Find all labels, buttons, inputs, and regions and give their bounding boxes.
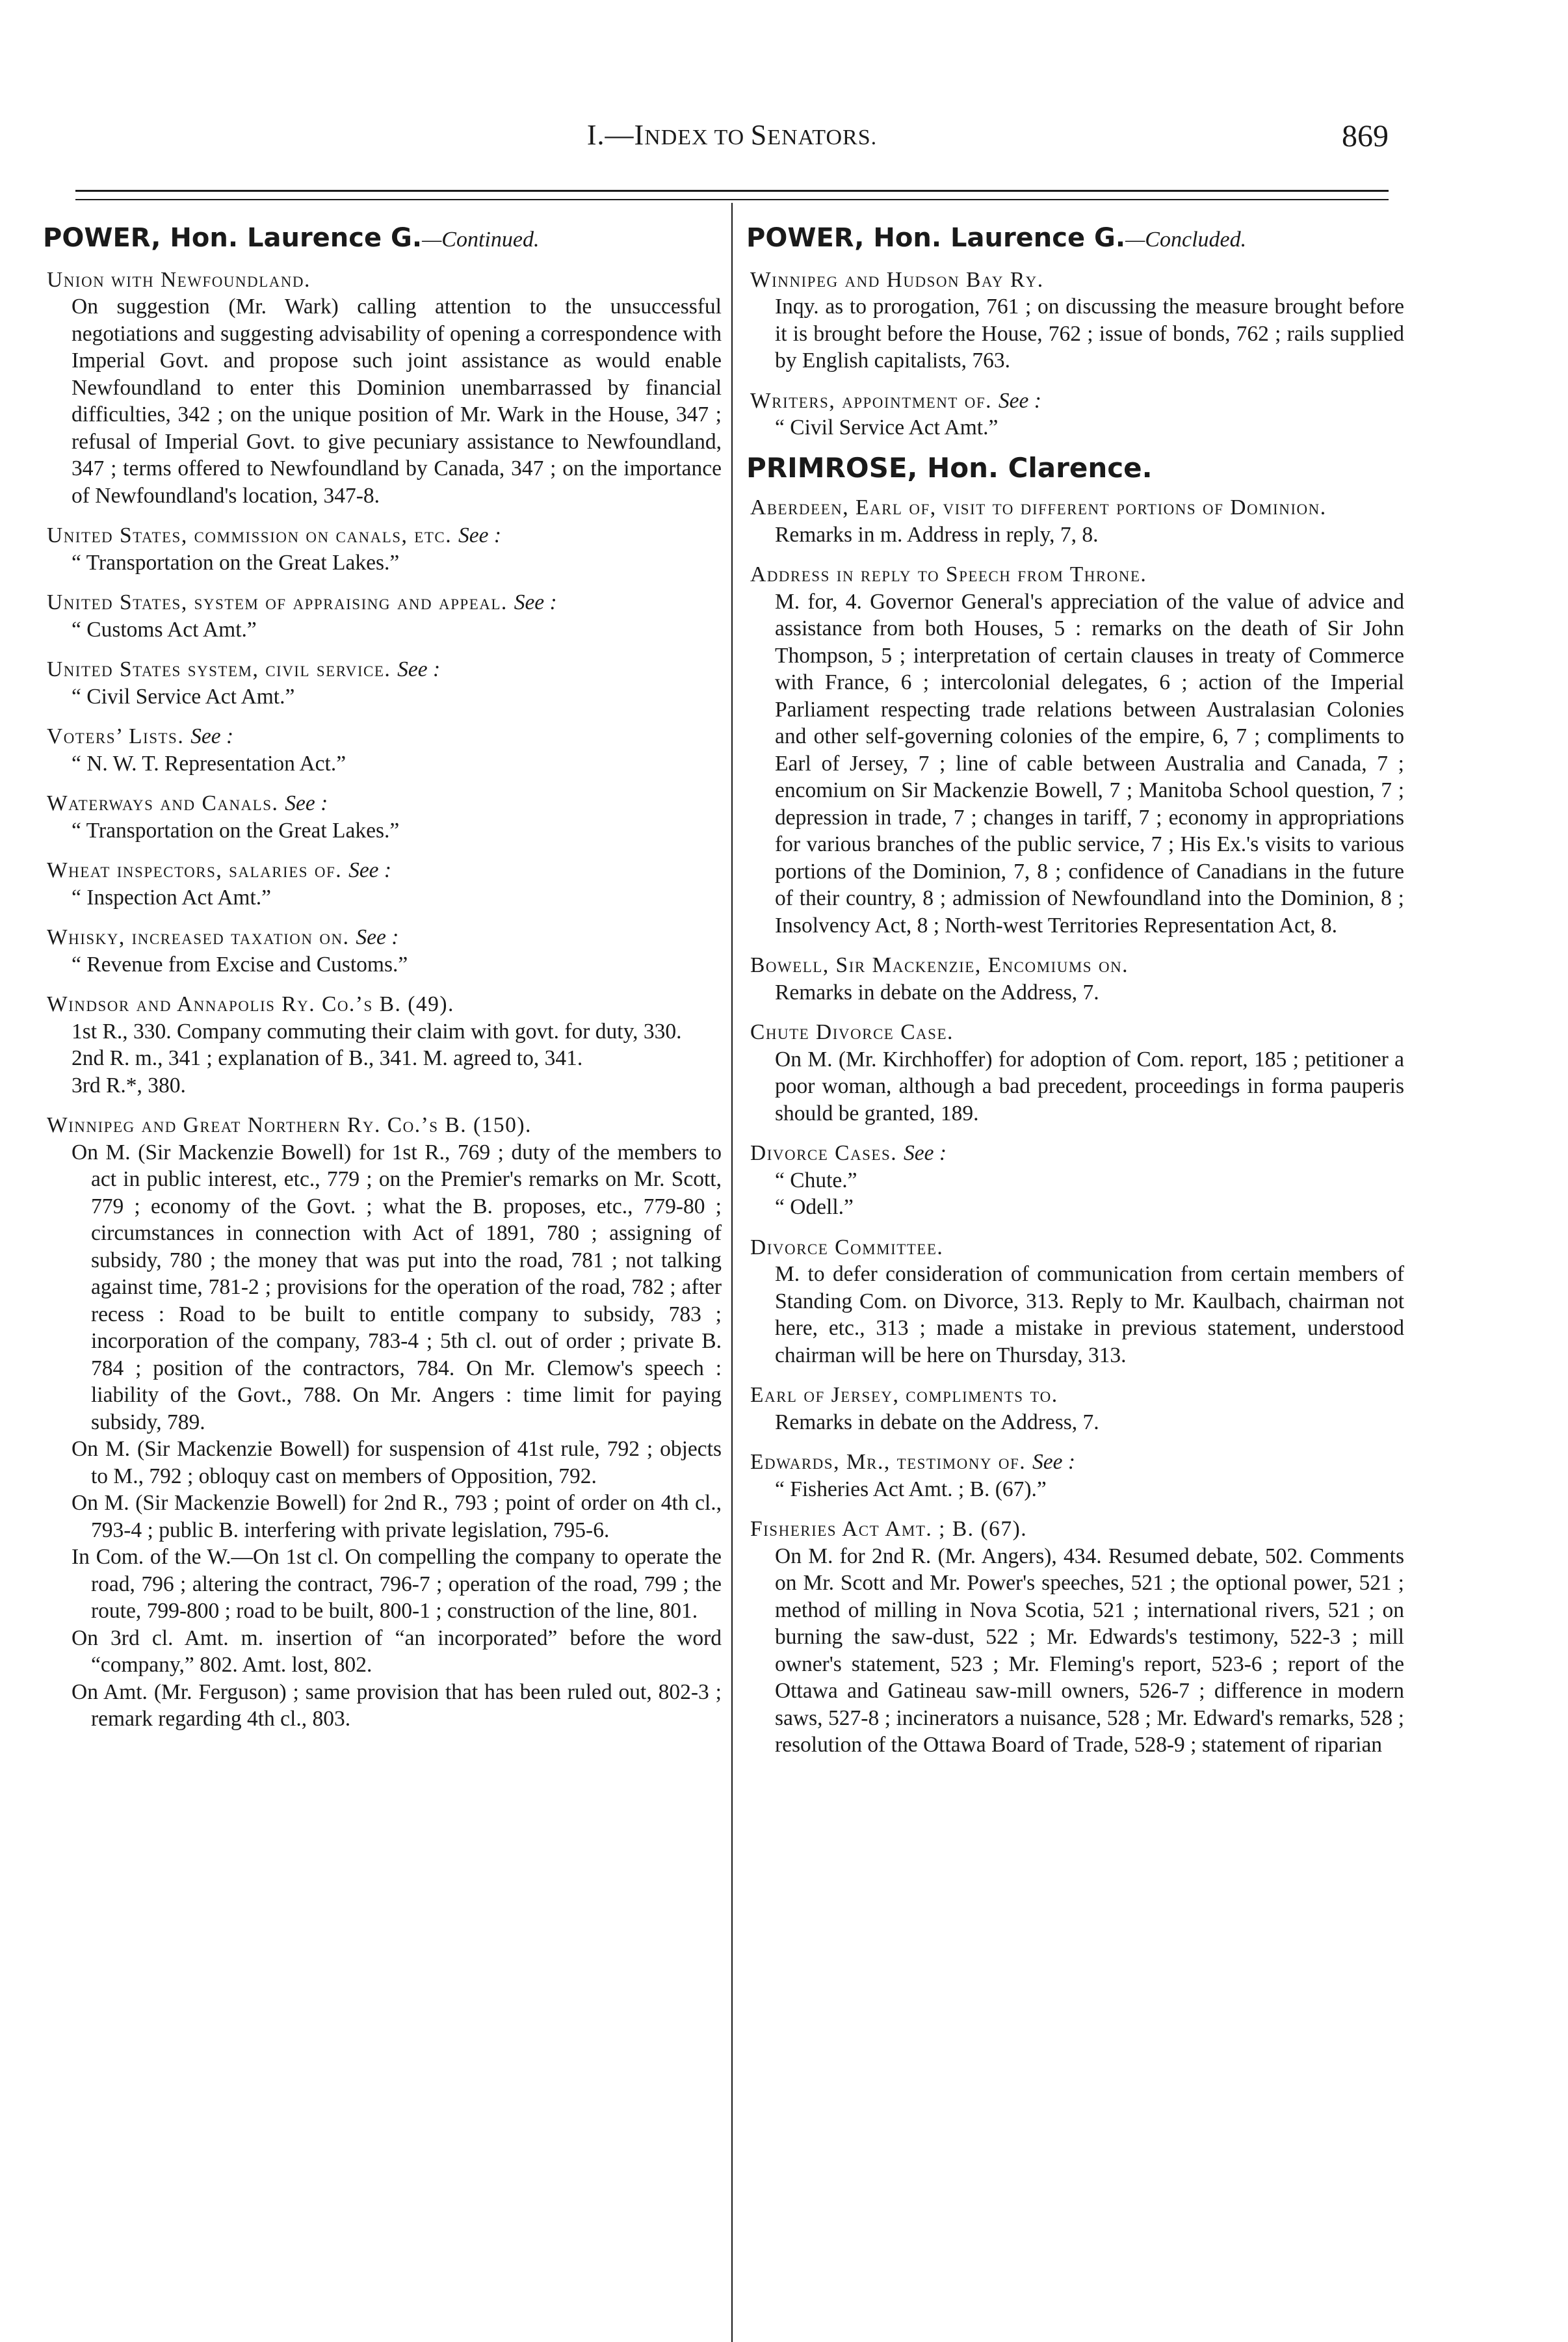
index-subentry: 3rd R.*, 380. — [72, 1073, 186, 1098]
cross-reference: “ Civil Service Act Amt.” — [775, 415, 999, 440]
index-entry-text: M. to defer consideration of communication from certain members of Standing Com. on Divorce, 313. Reply to Mr. Kaulbach, chairman not here, etc., 313 ; made a mistake in previous statement, understood chairman will be here on Thursday, 313. — [775, 1262, 1404, 1367]
index-heading: Address in reply to Speech from Throne. — [750, 562, 1147, 586]
index-entry-text: Remarks in debate on the Address, 7. — [775, 980, 1099, 1005]
index-heading: Aberdeen, Earl of, visit to different portions of Dominion. — [750, 495, 1327, 520]
cross-reference: “ N. W. T. Representation Act.” — [72, 751, 346, 776]
cross-reference: “ Fisheries Act Amt. ; B. (67).” — [775, 1477, 1047, 1501]
index-heading: Divorce Committee. — [750, 1235, 944, 1259]
cross-reference: “ Revenue from Excise and Customs.” — [72, 952, 408, 977]
index-heading: Chute Divorce Case. — [750, 1020, 954, 1044]
index-heading: Union with Newfoundland. — [47, 267, 311, 292]
index-entry-text: On M. (Mr. Kirchhoffer) for adoption of Com. report, 185 ; petitioner a poor woman, although a bad precedent, proceedings in forma pauperis should be granted, 189. — [775, 1047, 1404, 1125]
index-heading: Winnipeg and Great Northern Ry. Co.’s B. (150). — [47, 1113, 532, 1137]
index-heading: Bowell, Sir Mackenzie, Encomiums on. — [750, 953, 1129, 977]
index-heading: Winnipeg and Hudson Bay Ry. — [750, 267, 1044, 292]
index-entry-text: Remarks in m. Address in reply, 7, 8. — [775, 522, 1099, 547]
cross-reference: “ Civil Service Act Amt.” — [72, 684, 295, 709]
index-entry-text: Remarks in debate on the Address, 7. — [775, 1410, 1099, 1434]
cross-reference: “ Transportation on the Great Lakes.” — [72, 550, 400, 575]
cross-reference: “ Chute.” — [775, 1168, 857, 1192]
index-subentry: 1st R., 330. Company commuting their claim with govt. for duty, 330. — [72, 1019, 682, 1044]
index-entry-text: On M. for 2nd R. (Mr. Angers), 434. Resumed debate, 502. Comments on Mr. Scott and Mr. Power's speeches, 521 ; the optional power, 521 ; method of milling in Nova Scotia, 521 ; international rivers, 521 ; on burning the saw-dust, 522 ; Mr. Edwards's testimony, 522-3 ; mill owner's statement, 523 ; Mr. Fleming's report, 523-6 ; report of the Ottawa and Gatineau saw-mill owners, 526-7 ; difference in modern saws, 527-8 ; incinerators a nuisance, 528 ; Mr. Edward's remarks, 528 ; resolution of the Ottawa Board of Trade, 528-9 ; statement of riparian — [775, 1544, 1404, 1757]
senator-heading: POWER, Hon. Laurence G.—Continued. — [43, 223, 540, 253]
cross-reference: “ Odell.” — [775, 1195, 854, 1219]
index-entry-text: M. for, 4. Governor General's appreciation of the value of advice and assistance from both Houses, 5 : remarks on the death of Sir John Thompson, 5 ; interpretation of certain clauses in treaty of Commerce with France, 6 ; intercolonial delegates, 6 ; action of the Imperial Parliament respecting trade relations between Australasian Colonies and other self-governing colonies of the empire, 6, 7 ; compliments to Earl of Jersey, 7 ; line of cable between Australia and Canada, 7 ; encomium on Sir Mackenzie Bowell, 7 ; Manitoba School question, 7 ; depression in trade, 7 ; changes in tariff, 7 ; economy in appropriations for various branches of the public service, 7 ; His Ex.'s visits to various portions of the Dominion, 7, 8 ; confidence of Canadians in the future of their country, 8 ; admission of Newfoundland into the Dominion, 8 ; Insolvency Act, 8 ; North-west Territories Representation Act, 8. — [775, 589, 1404, 938]
header-rule — [75, 190, 1389, 192]
index-heading: United States system, civil service. See : — [47, 657, 441, 681]
page-number: 869 — [1342, 119, 1389, 153]
cross-reference: “ Inspection Act Amt.” — [72, 885, 272, 910]
right-column — [746, 225, 1404, 1759]
index-subentry: 2nd R. m., 341 ; explanation of B., 341. M. agreed to, 341. — [72, 1046, 583, 1070]
index-heading: United States, commission on canals, etc. See : — [47, 523, 502, 547]
index-subentry: On M. (Sir Mackenzie Bowell) for 1st R., 769 ; duty of the members to act in public interest, etc., 779 ; on the Premier's remarks on Mr. Scott, 779 ; economy of the Govt. ; what the B. proposes, etc., 779-80 ; circumstances in connection with Act of 1891, 780 ; assigning of subsidy, 780 ; the money that was put into the road, 781 ; not talking against time, 781-2 ; provisions for the operation of the road, 782 ; after recess : Road to be built to entitle company to subsidy, 783 ; incorporation of the company, 783-4 ; 5th cl. out of order ; private B. 784 ; position of the contractors, 784. On Mr. Clemow's speech : liability of the Govt., 788. On Mr. Angers : time limit for paying subsidy, 789. — [72, 1140, 722, 1434]
column-divider — [731, 203, 733, 2342]
index-heading: Earl of Jersey, compliments to. — [750, 1383, 1058, 1407]
index-subentry: On M. (Sir Mackenzie Bowell) for 2nd R., 793 ; point of order on 4th cl., 793-4 ; public B. interfering with private legislation, 795-6. — [72, 1491, 722, 1542]
cross-reference: “ Customs Act Amt.” — [72, 617, 257, 642]
cross-reference: “ Transportation on the Great Lakes.” — [72, 818, 400, 843]
index-entry-text: On suggestion (Mr. Wark) calling attention to the unsuccessful negotiations and suggesting advisability of opening a correspondence with Imperial Govt. and propose such joint assistance as would enable Newfoundland to enter this Dominion unembarrassed by financial difficulties, 342 ; on the unique position of Mr. Wark in the House, 347 ; refusal of Imperial Govt. to give pecuniary assistance to Newfoundland, 347 ; terms offered to Newfoundland by Canada, 347 ; on the importance of Newfoundland's location, 347-8. — [72, 295, 722, 508]
index-subentry: On Amt. (Mr. Ferguson) ; same provision that has been ruled out, 802-3 ; remark regarding 4th cl., 803. — [72, 1679, 722, 1731]
index-heading: United States, system of appraising and appeal. See : — [47, 590, 557, 614]
left-column — [43, 225, 722, 1733]
index-subentry: On 3rd cl. Amt. m. insertion of “an incorporated” before the word “company,” 802. Amt. lost, 802. — [72, 1625, 722, 1677]
index-heading: Wheat inspectors, salaries of. See : — [47, 858, 392, 882]
index-heading: Voters’ Lists. See : — [47, 724, 234, 748]
index-entry-text: Inqy. as to prorogation, 761 ; on discussing the measure brought before it is brought before the House, 762 ; issue of bonds, 762 ; rails supplied by English capitalists, 763. — [775, 295, 1404, 373]
index-heading: Fisheries Act Amt. ; B. (67). — [750, 1517, 1028, 1541]
index-heading: Windsor and Annapolis Ry. Co.’s B. (49). — [47, 992, 454, 1016]
index-heading: Whisky, increased taxation on. See : — [47, 925, 399, 949]
index-subentry: On M. (Sir Mackenzie Bowell) for suspension of 41st rule, 792 ; objects to M., 792 ; obloquy cast on members of Opposition, 792. — [72, 1437, 722, 1488]
index-heading: Edwards, Mr., testimony of. See : — [750, 1450, 1076, 1474]
running-title: I.—INDEX TO SENATORS. — [586, 119, 878, 151]
senator-heading: PRIMROSE, Hon. Clarence. — [746, 451, 1153, 484]
index-heading: Divorce Cases. See : — [750, 1141, 947, 1165]
running-header — [75, 118, 1389, 164]
index-heading: Waterways and Canals. See : — [47, 791, 328, 815]
index-heading: Writers, appointment of. See : — [750, 388, 1041, 413]
index-subentry: In Com. of the W.—On 1st cl. On compelling the company to operate the road, 796 ; altering the contract, 796-7 ; operation of the road, 799 ; the route, 799-800 ; road to be built, 800-1 ; construction of the line, 801. — [72, 1545, 722, 1623]
senator-heading: POWER, Hon. Laurence G.—Concluded. — [746, 223, 1247, 253]
header-rule-thin — [75, 199, 1389, 200]
